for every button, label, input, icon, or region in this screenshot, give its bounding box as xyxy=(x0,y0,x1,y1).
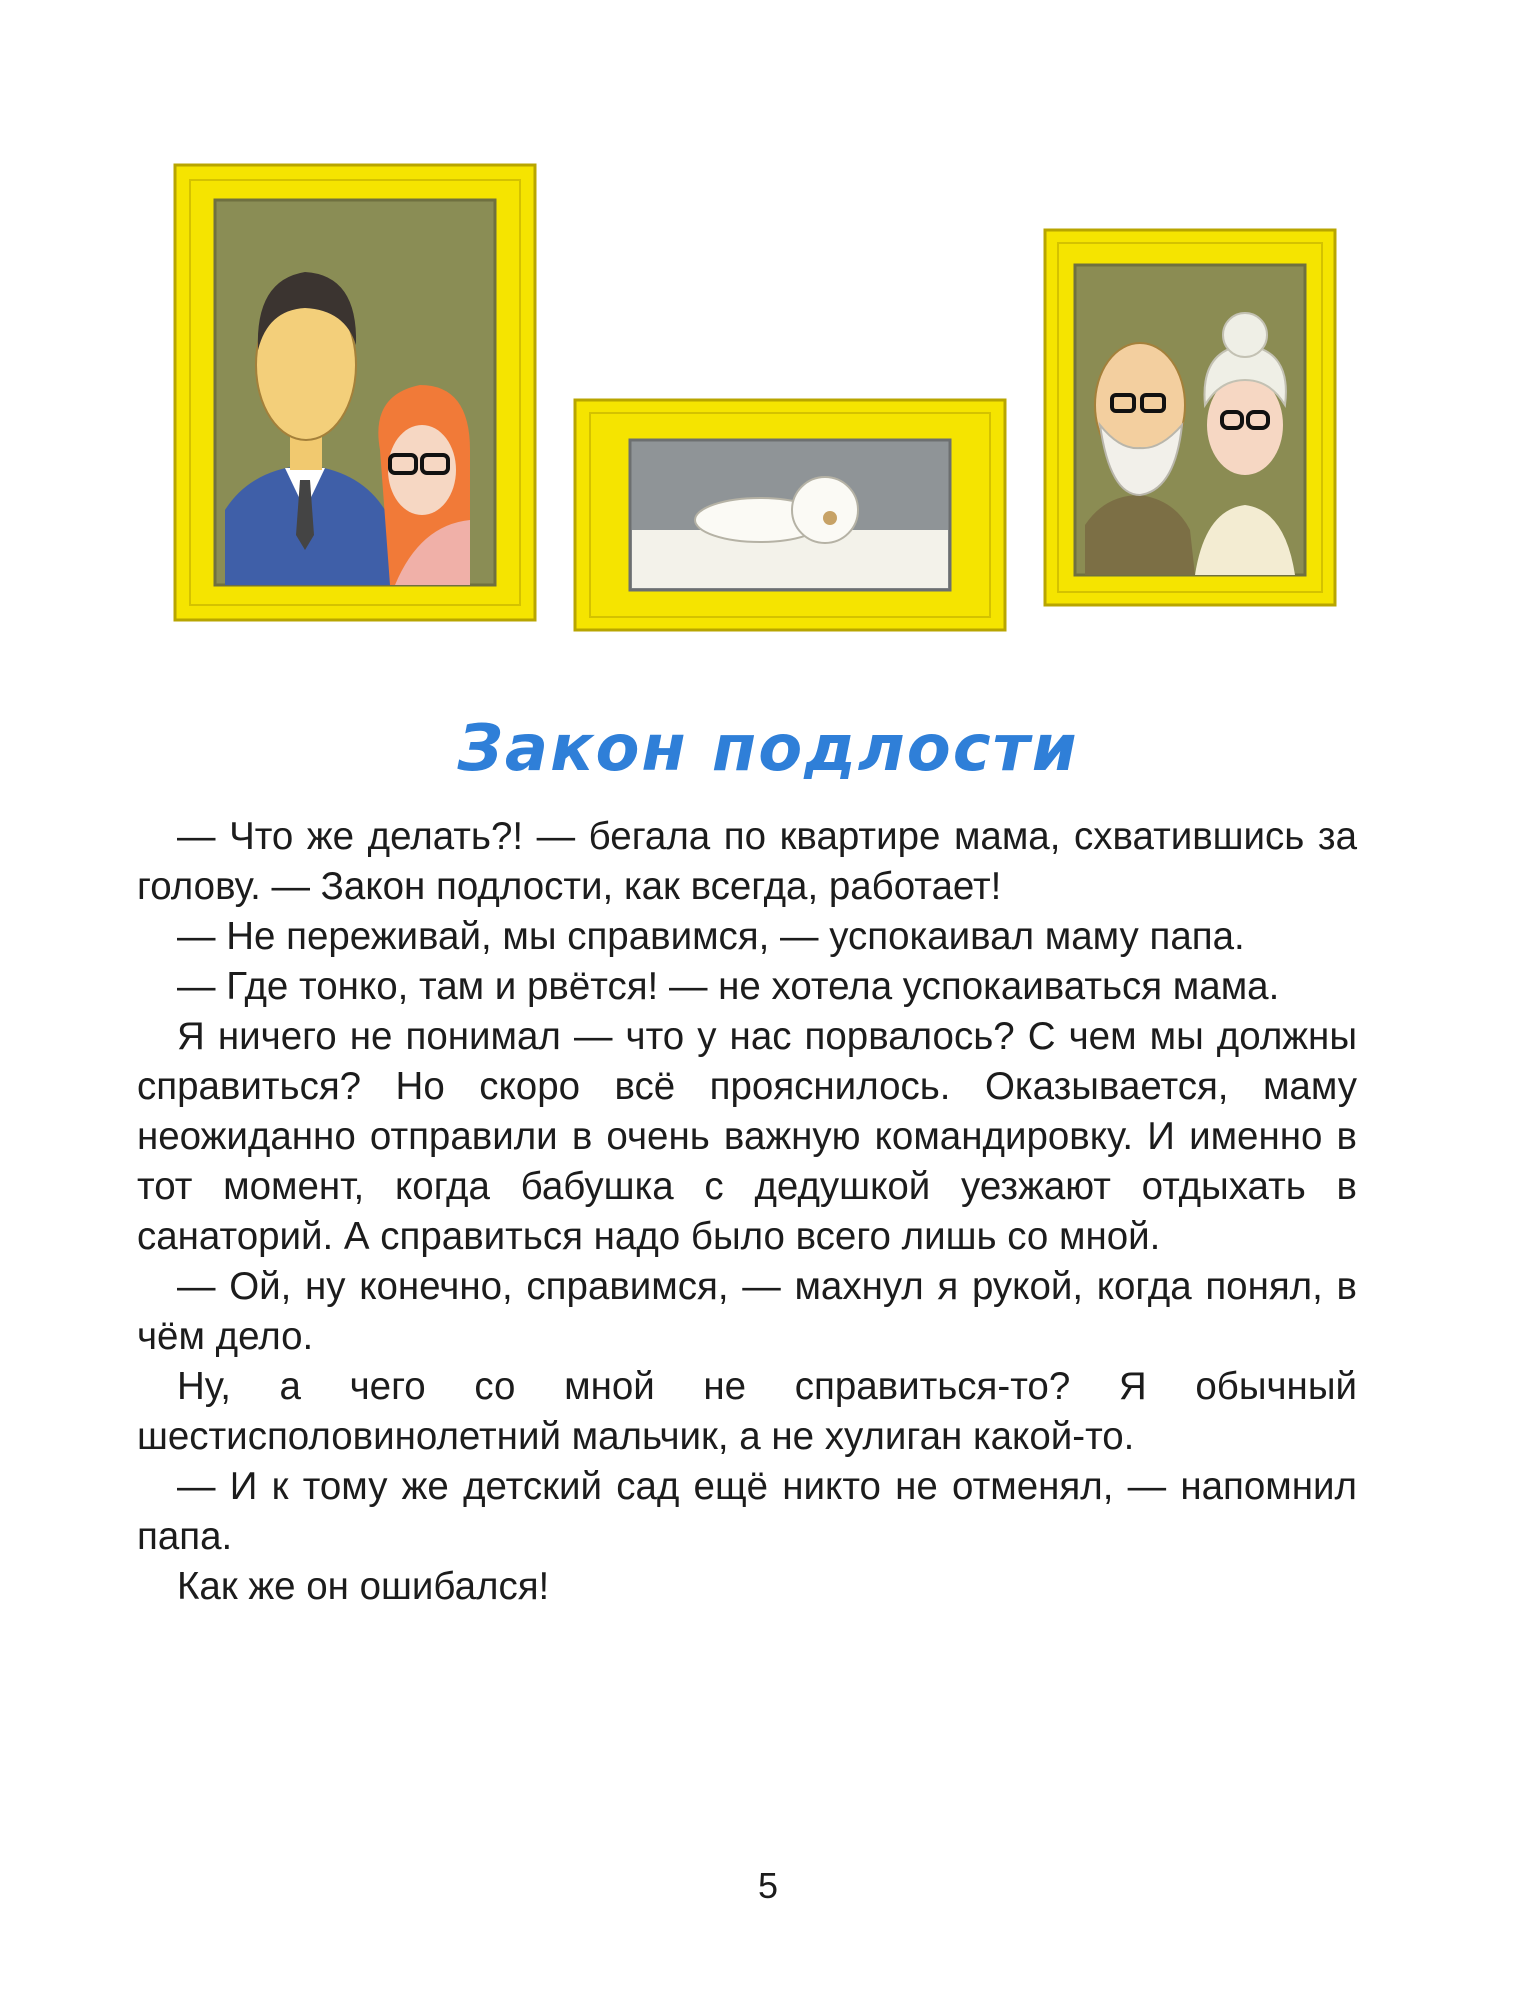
paragraph: Как же он ошибался! xyxy=(177,1565,550,1608)
chapter-text xyxy=(137,812,1357,1612)
paragraph: — И к тому же детский сад ещё никто не отменял, — напомнил папа. xyxy=(137,1465,1357,1558)
paragraph: Ну, а чего со мной не справиться-то? Я обычный шестисполовинолетний мальчик, а не хулиган какой-то. xyxy=(137,1365,1357,1458)
chapter-title: Закон подлости xyxy=(457,712,1079,786)
paragraph: — Что же делать?! — бегала по квартире мама, схватившись за голову. — Закон подлости, как всегда, работает! xyxy=(137,815,1357,908)
parents-portrait xyxy=(175,165,535,620)
paragraph: — Не переживай, мы справимся, — успокаивал маму папа. xyxy=(177,915,1245,958)
family-portraits-illustration xyxy=(0,150,1536,650)
page-number: 5 xyxy=(757,1865,779,1906)
baby-portrait xyxy=(575,400,1005,630)
paragraph: — Ой, ну конечно, справимся, — махнул я рукой, когда понял, в чём дело. xyxy=(137,1265,1357,1358)
paragraph: Я ничего не понимал — что у нас порвалось? С чем мы должны справиться? Но скоро всё прояснилось. Оказывается, маму неожиданно отправили в очень важную командировку. И именно в тот момент, когда бабушка с дедушкой уезжают отдыхать в санаторий. А справиться надо было всего лишь со мной. xyxy=(137,1015,1357,1258)
grandparents-portrait xyxy=(1045,230,1335,605)
paragraph: — Где тонко, там и рвётся! — не хотела успокаиваться мама. xyxy=(177,965,1280,1008)
